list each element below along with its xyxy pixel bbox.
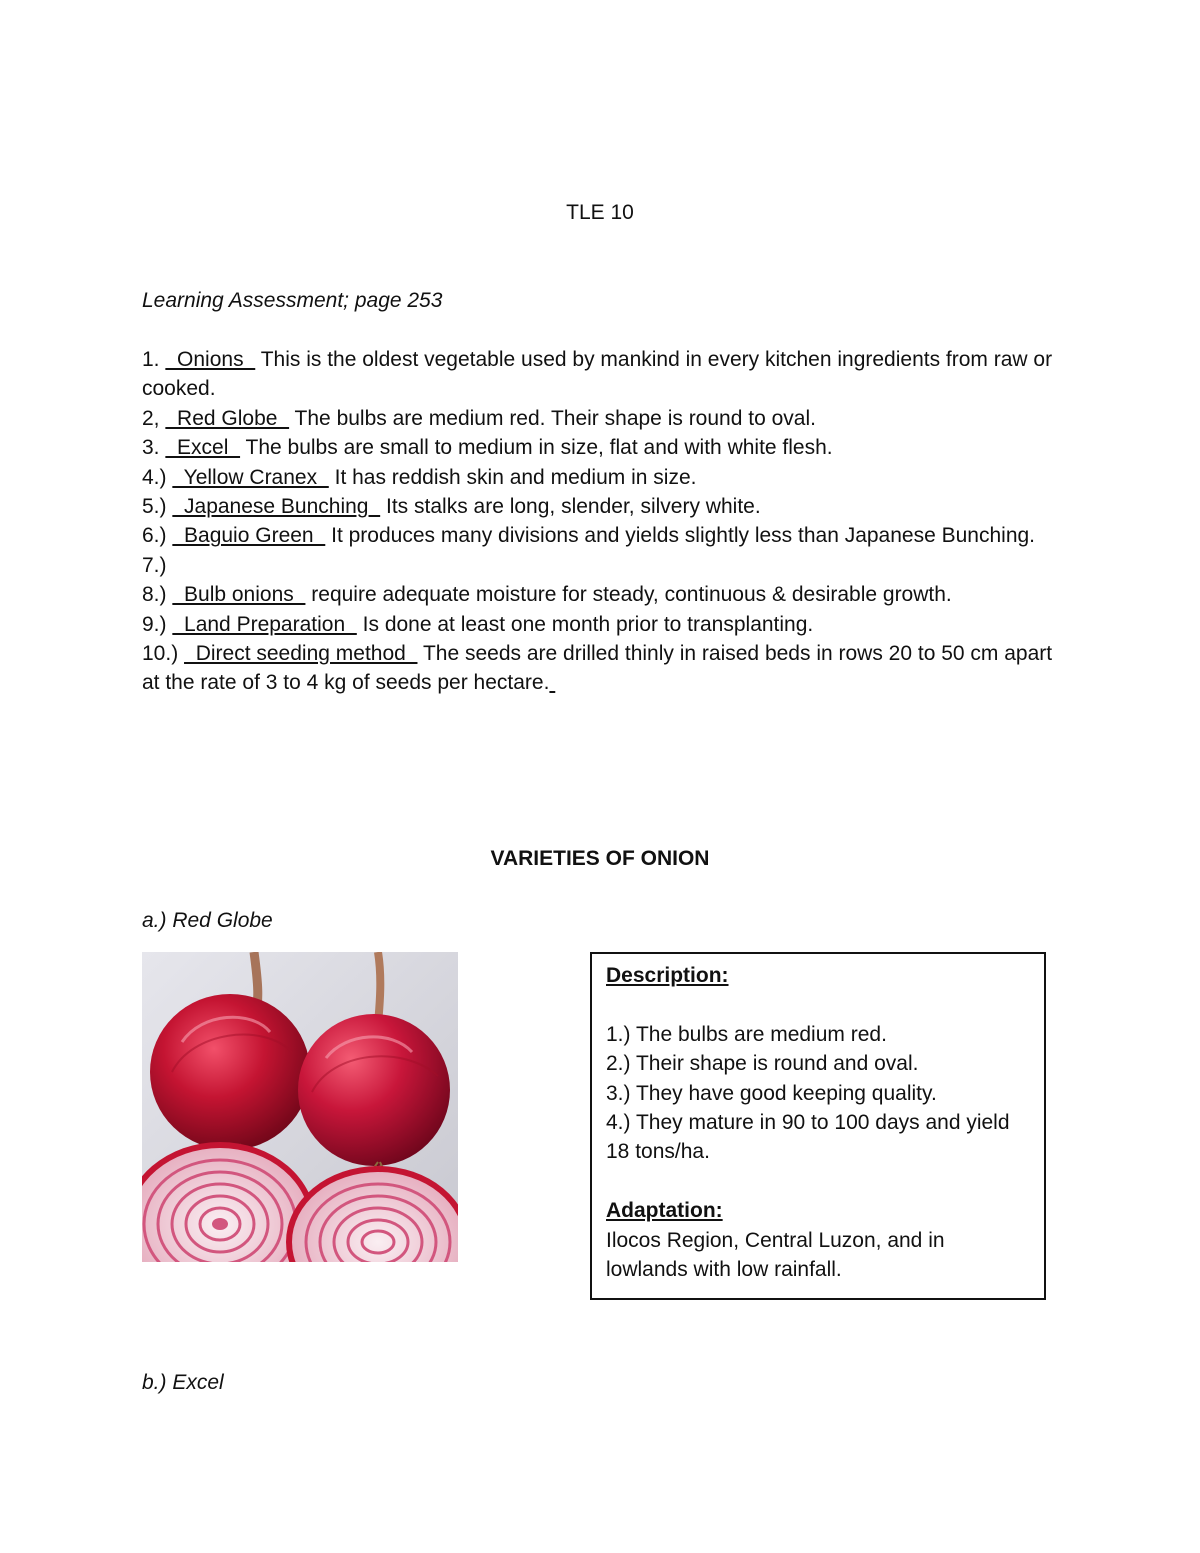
answer-number: 3.	[142, 436, 166, 460]
assessment-answers	[142, 345, 1062, 698]
onion-stem	[378, 952, 380, 1024]
answer-number: 7.)	[142, 553, 167, 577]
answer-text: The bulbs are small to medium in size, flat and with white flesh.	[240, 436, 833, 460]
red-globe-onion-photo	[142, 952, 458, 1262]
adaptation-heading: Adaptation:	[606, 1199, 723, 1223]
adaptation-text: Ilocos Region, Central Luzon, and in lowlands with low rainfall.	[606, 1228, 945, 1282]
answer-number: 4.)	[142, 465, 173, 489]
answer-item	[142, 345, 1062, 404]
description-item: 3.) They have good keeping quality.	[606, 1081, 937, 1105]
answer-number: 8.)	[142, 583, 173, 607]
answer-text: This is the oldest vegetable used by mankind in every kitchen ingredients from raw or cooked.	[142, 348, 1053, 401]
answer-number: 2,	[142, 406, 166, 430]
answer-item	[142, 639, 1062, 698]
answer-item	[142, 610, 1062, 639]
variety-label-excel: b.) Excel	[142, 1371, 224, 1394]
answer-text: The bulbs are medium red. Their shape is round to oval.	[289, 406, 816, 430]
description-item: 2.) Their shape is round and oval.	[606, 1052, 919, 1076]
description-item: 1.) The bulbs are medium red.	[606, 1022, 887, 1046]
onion-illustration	[142, 952, 458, 1262]
answer-text: require adequate moisture for steady, continuous & desirable growth.	[305, 583, 952, 607]
answer-number: 9.)	[142, 612, 173, 636]
answer-term: Yellow Cranex	[172, 465, 329, 489]
answer-number: 10.)	[142, 642, 185, 666]
answer-text: Its stalks are long, slender, silvery white.	[380, 495, 761, 519]
answer-item	[142, 492, 1062, 521]
answer-term: Baguio Green	[172, 524, 326, 548]
answer-term: Red Globe	[165, 406, 290, 430]
varieties-heading: VARIETIES OF ONION	[490, 847, 710, 870]
answer-item	[142, 463, 1062, 492]
answer-item	[142, 551, 1062, 580]
answer-item	[142, 580, 1062, 609]
answer-text: It produces many divisions and yields slightly less than Japanese Bunching.	[325, 524, 1036, 548]
description-heading: Description:	[606, 964, 729, 987]
answer-term: Land Preparation	[172, 612, 357, 636]
red-globe-description-box	[590, 952, 1046, 1300]
answer-term: Direct seeding method	[184, 642, 418, 666]
variety-label-red-globe: a.) Red Globe	[142, 909, 273, 932]
answer-term: Onions	[165, 348, 256, 371]
answer-number: 1.	[142, 348, 166, 371]
answer-item	[142, 521, 1062, 550]
answer-item	[142, 433, 1062, 462]
assessment-subtitle: Learning Assessment; page 253	[142, 289, 443, 312]
answer-term: Bulb onions	[172, 583, 306, 607]
answer-item	[142, 404, 1062, 433]
answer-text: Is done at least one month prior to transplanting.	[356, 612, 814, 636]
answer-text: It has reddish skin and medium in size.	[328, 465, 697, 489]
answer-term: Excel	[165, 436, 241, 460]
description-item: 4.) They mature in 90 to 100 days and yield 18 tons/ha.	[606, 1111, 1010, 1164]
answer-number: 5.)	[142, 495, 173, 519]
description-list	[606, 1020, 1030, 1167]
answer-number: 6.)	[142, 524, 173, 548]
answer-term: Japanese Bunching	[172, 495, 381, 519]
document-title: TLE 10	[566, 201, 634, 224]
answer-trailing-blank	[549, 671, 555, 694]
answer-text: The seeds are drilled thinly in raised beds in rows 20 to 50 cm apart at the rate of 3 to 4 kg of seeds per hectare.	[142, 642, 1053, 695]
